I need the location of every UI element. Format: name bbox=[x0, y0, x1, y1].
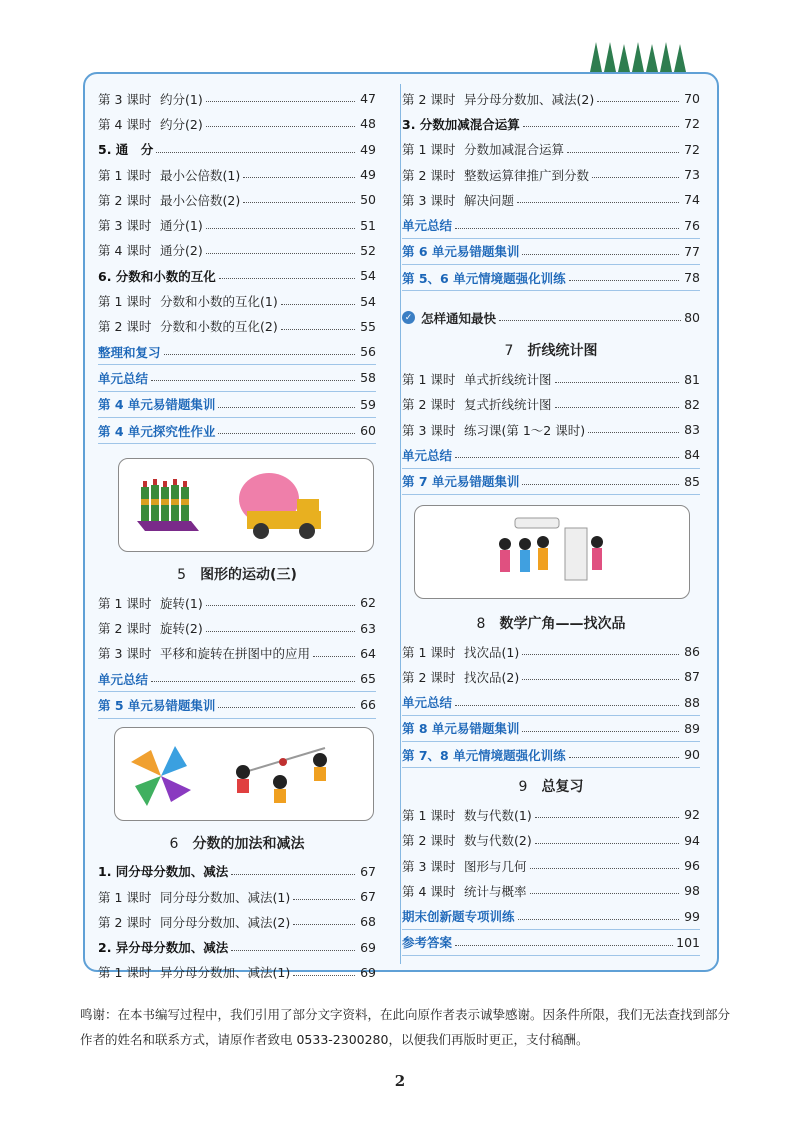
entry-title: 分数加减混合运算 bbox=[464, 142, 565, 158]
toc-lesson-row[interactable] bbox=[402, 162, 700, 187]
entry-page: 69 bbox=[360, 964, 376, 980]
entry-page: 90 bbox=[684, 747, 700, 763]
toc-highlight-row[interactable] bbox=[402, 689, 700, 715]
entry-title: 同分母分数加、减法(1) bbox=[160, 889, 291, 905]
entry-title: 整数运算律推广到分数 bbox=[464, 167, 590, 183]
dot-leader bbox=[588, 432, 679, 433]
entry-title: 2. 异分母分数加、减法 bbox=[98, 940, 229, 956]
entry-page: 60 bbox=[360, 423, 376, 438]
entry-page: 82 bbox=[684, 396, 700, 412]
entry-title: 第 7 单元易错题集训 bbox=[402, 474, 520, 490]
toc-lesson-row[interactable] bbox=[402, 878, 700, 903]
entry-title: 分数和小数的互化(1) bbox=[160, 294, 278, 310]
dot-leader bbox=[455, 457, 679, 458]
toc-lesson-row[interactable] bbox=[98, 162, 376, 187]
tree-decoration-icon bbox=[590, 40, 690, 74]
dot-leader bbox=[535, 843, 679, 844]
toc-highlight-row[interactable] bbox=[402, 930, 700, 956]
toc-lesson-row[interactable] bbox=[98, 238, 376, 263]
toc-lesson-row[interactable] bbox=[402, 187, 700, 212]
dot-leader bbox=[151, 681, 355, 682]
entry-title: 整理和复习 bbox=[98, 344, 161, 360]
toc-highlight-row[interactable] bbox=[402, 239, 700, 265]
entry-page: 81 bbox=[684, 371, 700, 387]
illustration-pinwheel-swing bbox=[114, 727, 374, 821]
dot-leader bbox=[218, 407, 355, 408]
entry-page: 88 bbox=[684, 694, 700, 710]
entry-title: 旋转(2) bbox=[160, 621, 203, 637]
entry-title: 平移和旋转在拼图中的应用 bbox=[160, 646, 311, 662]
entry-page: 55 bbox=[360, 318, 376, 334]
entry-title: 期末创新题专项训练 bbox=[402, 909, 515, 925]
toc-section-row[interactable] bbox=[98, 935, 376, 960]
dot-leader bbox=[243, 202, 355, 203]
toc-section-row[interactable] bbox=[98, 263, 376, 288]
dot-leader bbox=[206, 228, 355, 229]
unit6-title: 分数的加法和减法 bbox=[192, 835, 305, 852]
entry-title: 异分母分数加、减法(2) bbox=[464, 91, 595, 107]
toc-lesson-row[interactable] bbox=[402, 137, 700, 162]
entry-page: 59 bbox=[360, 396, 376, 412]
entry-page: 66 bbox=[360, 697, 376, 713]
toc-lesson-row[interactable] bbox=[98, 288, 376, 313]
dot-leader bbox=[281, 304, 355, 305]
dot-leader bbox=[293, 899, 355, 900]
toc-lesson-row[interactable] bbox=[98, 111, 376, 136]
entry-title: 通分(2) bbox=[160, 243, 203, 259]
unit8-title: 数学广角——找次品 bbox=[499, 615, 626, 632]
entry-page: 98 bbox=[684, 883, 700, 899]
notice-page: 80 bbox=[684, 310, 700, 326]
toc-lesson-row[interactable] bbox=[402, 664, 700, 689]
entry-page: 64 bbox=[360, 645, 376, 661]
lesson-number: 第 1 课时 bbox=[98, 965, 152, 981]
dot-leader bbox=[522, 654, 679, 655]
entry-page: 78 bbox=[684, 270, 700, 286]
entry-title: 约分(2) bbox=[160, 116, 203, 132]
toc-lesson-row[interactable] bbox=[98, 909, 376, 934]
dot-leader bbox=[231, 950, 355, 951]
bottles-truck-image bbox=[119, 459, 359, 551]
entry-title: 第 7、8 单元情境题强化训练 bbox=[402, 747, 566, 763]
entry-title: 数与代数(1) bbox=[464, 807, 532, 823]
unit9-number: 9 bbox=[518, 779, 528, 796]
dot-leader bbox=[518, 919, 679, 920]
illustration-people-air-conditioner bbox=[414, 505, 690, 599]
entry-page: 68 bbox=[360, 914, 376, 930]
toc-lesson-row[interactable] bbox=[402, 828, 700, 853]
toc-highlight-row[interactable] bbox=[98, 339, 376, 365]
toc-lesson-row[interactable] bbox=[402, 392, 700, 417]
dot-leader bbox=[164, 354, 355, 355]
entry-title: 第 5 单元易错题集训 bbox=[98, 697, 216, 713]
entry-title: 练习课(第 1～2 课时) bbox=[464, 422, 586, 438]
entry-title: 6. 分数和小数的互化 bbox=[98, 268, 216, 284]
toc-right-column bbox=[402, 86, 700, 956]
entry-page: 65 bbox=[360, 671, 376, 687]
entry-title: 5. 通 分 bbox=[98, 142, 154, 158]
unit9-title: 总复习 bbox=[541, 779, 584, 796]
entry-title: 第 8 单元易错题集训 bbox=[402, 721, 520, 737]
dot-leader bbox=[535, 817, 679, 818]
dot-leader bbox=[293, 975, 355, 976]
lesson-number: 第 2 课时 bbox=[402, 397, 456, 413]
unit7-title: 折线统计图 bbox=[527, 343, 598, 360]
entry-page: 89 bbox=[684, 720, 700, 736]
lesson-number: 第 4 课时 bbox=[98, 116, 152, 132]
toc-highlight-row[interactable] bbox=[98, 418, 376, 444]
lesson-number: 第 2 课时 bbox=[98, 192, 152, 208]
toc-section-row[interactable] bbox=[98, 137, 376, 162]
toc-highlight-row[interactable] bbox=[402, 442, 700, 468]
toc-lesson-row[interactable] bbox=[402, 639, 700, 664]
dot-leader bbox=[206, 631, 355, 632]
entry-title: 1. 同分母分数加、减法 bbox=[98, 864, 229, 880]
entry-page: 72 bbox=[684, 141, 700, 157]
dot-leader bbox=[455, 228, 679, 229]
check-badge-icon: ✓ bbox=[402, 311, 415, 324]
entry-page: 73 bbox=[684, 167, 700, 183]
dot-leader bbox=[219, 278, 355, 279]
unit5-heading bbox=[98, 560, 376, 590]
entry-page: 72 bbox=[684, 116, 700, 132]
entry-page: 52 bbox=[360, 242, 376, 258]
dot-leader bbox=[151, 380, 355, 381]
entry-page: 56 bbox=[360, 344, 376, 360]
entry-title: 数与代数(2) bbox=[464, 833, 532, 849]
lesson-number: 第 4 课时 bbox=[98, 243, 152, 259]
dot-leader bbox=[455, 705, 679, 706]
toc-section-row[interactable] bbox=[98, 859, 376, 884]
entry-page: 67 bbox=[360, 863, 376, 879]
toc-highlight-row[interactable] bbox=[98, 365, 376, 391]
dot-leader bbox=[517, 202, 679, 203]
entry-title: 异分母分数加、减法(1) bbox=[160, 965, 291, 981]
dot-leader bbox=[281, 329, 355, 330]
dot-leader bbox=[522, 731, 679, 732]
dot-leader bbox=[293, 924, 355, 925]
toc-lesson-row[interactable] bbox=[98, 187, 376, 212]
entry-page: 49 bbox=[360, 167, 376, 183]
entry-page: 70 bbox=[684, 91, 700, 107]
toc-highlight-row[interactable] bbox=[402, 742, 700, 768]
dot-leader bbox=[313, 656, 355, 657]
entry-page: 77 bbox=[684, 243, 700, 259]
toc-lesson-row[interactable] bbox=[402, 86, 700, 111]
entry-title: 图形与几何 bbox=[464, 858, 527, 874]
toc-lesson-row[interactable] bbox=[402, 853, 700, 878]
toc-left-column bbox=[98, 86, 376, 985]
entry-title: 单元总结 bbox=[98, 671, 149, 687]
lesson-number: 第 2 课时 bbox=[98, 319, 152, 335]
lesson-number: 第 2 课时 bbox=[402, 669, 456, 685]
toc-lesson-row[interactable] bbox=[98, 590, 376, 615]
entry-page: 49 bbox=[360, 141, 376, 157]
lesson-number: 第 3 课时 bbox=[402, 858, 456, 874]
entry-page: 83 bbox=[684, 422, 700, 438]
lesson-number: 第 3 课时 bbox=[98, 218, 152, 234]
dot-leader bbox=[569, 757, 679, 758]
toc-highlight-row[interactable] bbox=[402, 469, 700, 495]
entry-title: 参考答案 bbox=[402, 935, 453, 951]
dot-leader bbox=[156, 152, 355, 153]
toc-highlight-row[interactable] bbox=[402, 904, 700, 930]
dot-leader bbox=[555, 407, 679, 408]
entry-title: 第 6 单元易错题集训 bbox=[402, 244, 520, 260]
toc-section-row[interactable] bbox=[402, 111, 700, 136]
entry-page: 69 bbox=[360, 939, 376, 955]
lesson-number: 第 2 课时 bbox=[98, 621, 152, 637]
toc-lesson-row[interactable] bbox=[98, 884, 376, 909]
entry-page: 50 bbox=[360, 192, 376, 208]
entry-page: 76 bbox=[684, 217, 700, 233]
lesson-number: 第 1 课时 bbox=[98, 889, 152, 905]
lesson-number: 第 1 课时 bbox=[98, 294, 152, 310]
entry-title: 3. 分数加减混合运算 bbox=[402, 116, 520, 132]
entry-page: 84 bbox=[684, 447, 700, 463]
dot-leader bbox=[592, 177, 679, 178]
column-divider bbox=[400, 84, 401, 964]
entry-page: 101 bbox=[676, 934, 700, 950]
toc-highlight-row[interactable] bbox=[98, 392, 376, 418]
entry-page: 48 bbox=[360, 116, 376, 132]
dot-leader bbox=[206, 101, 355, 102]
entry-title: 第 4 单元探究性作业 bbox=[98, 423, 216, 439]
entry-title: 通分(1) bbox=[160, 218, 203, 234]
toc-lesson-row[interactable] bbox=[98, 641, 376, 666]
entry-page: 87 bbox=[684, 669, 700, 685]
dot-leader bbox=[218, 433, 355, 434]
entry-title: 复式折线统计图 bbox=[464, 397, 552, 413]
lesson-number: 第 1 课时 bbox=[98, 167, 152, 183]
toc-lesson-row[interactable] bbox=[98, 212, 376, 237]
entry-title: 统计与概率 bbox=[464, 883, 527, 899]
entry-page: 99 bbox=[684, 908, 700, 924]
entry-title: 单元总结 bbox=[402, 218, 453, 234]
entry-title: 分数和小数的互化(2) bbox=[160, 319, 278, 335]
pinwheel-swing-image bbox=[115, 728, 365, 820]
toc-lesson-row[interactable] bbox=[402, 366, 700, 391]
dot-leader bbox=[522, 484, 679, 485]
unit8-heading bbox=[402, 609, 700, 639]
dot-leader bbox=[206, 253, 355, 254]
dot-leader bbox=[530, 893, 679, 894]
toc-lesson-row[interactable] bbox=[98, 314, 376, 339]
entry-title: 旋转(1) bbox=[160, 595, 203, 611]
entry-title: 最小公倍数(1) bbox=[160, 167, 241, 183]
toc-lesson-row[interactable] bbox=[98, 960, 376, 985]
entry-title: 单元总结 bbox=[402, 695, 453, 711]
lesson-number: 第 3 课时 bbox=[402, 192, 456, 208]
dot-leader bbox=[523, 126, 679, 127]
entry-page: 51 bbox=[360, 217, 376, 233]
lesson-number: 第 1 课时 bbox=[402, 644, 456, 660]
dot-leader bbox=[522, 679, 679, 680]
unit9-heading bbox=[402, 772, 700, 802]
dot-leader bbox=[206, 126, 355, 127]
dot-leader bbox=[555, 382, 679, 383]
dot-leader bbox=[569, 280, 679, 281]
entry-title: 第 5、6 单元情境题强化训练 bbox=[402, 270, 566, 286]
toc-lesson-row[interactable] bbox=[98, 615, 376, 640]
unit7-heading bbox=[402, 336, 700, 366]
dot-leader bbox=[218, 707, 355, 708]
dot-leader bbox=[522, 254, 679, 255]
toc-lesson-row[interactable] bbox=[98, 86, 376, 111]
lesson-number: 第 2 课时 bbox=[402, 91, 456, 107]
unit5-number: 5 bbox=[177, 567, 187, 584]
lesson-number: 第 4 课时 bbox=[402, 883, 456, 899]
entry-title: 单元总结 bbox=[98, 370, 149, 386]
toc-highlight-row[interactable] bbox=[98, 692, 376, 718]
entry-title: 第 4 单元易错题集训 bbox=[98, 397, 216, 413]
entry-title: 找次品(2) bbox=[464, 669, 520, 685]
toc-highlight-row[interactable] bbox=[402, 212, 700, 238]
dot-leader bbox=[243, 177, 355, 178]
lesson-number: 第 2 课时 bbox=[402, 833, 456, 849]
entry-page: 86 bbox=[684, 644, 700, 659]
lesson-number: 第 3 课时 bbox=[402, 422, 456, 438]
dot-leader bbox=[455, 945, 673, 946]
lesson-number: 第 2 课时 bbox=[402, 167, 456, 183]
acknowledgement-note: 鸣谢：在本书编写过程中，我们引用了部分文字资料，在此向原作者表示诚挚感谢。因条件所限，我们无法查找到部分作者的姓名和联系方式，请原作者致电 0533-2300280，以便我们再版时更正，支付稿酬。 bbox=[80, 1007, 731, 1047]
unit6-heading bbox=[98, 829, 376, 859]
entry-page: 58 bbox=[360, 370, 376, 386]
toc-highlight-row[interactable] bbox=[402, 265, 700, 291]
entry-title: 约分(1) bbox=[160, 91, 203, 107]
toc-highlight-row[interactable] bbox=[98, 666, 376, 692]
dot-leader bbox=[597, 101, 679, 102]
dot-leader bbox=[231, 874, 355, 875]
entry-page: 74 bbox=[684, 192, 700, 208]
unit5-title: 图形的运动(三) bbox=[200, 567, 297, 584]
entry-page: 47 bbox=[360, 91, 376, 107]
entry-title: 解决问题 bbox=[464, 192, 515, 208]
people-ac-image bbox=[415, 506, 685, 598]
unit7-number: 7 bbox=[504, 343, 514, 360]
lesson-number: 第 2 课时 bbox=[98, 914, 152, 930]
lesson-number: 第 1 课时 bbox=[402, 142, 456, 158]
entry-page: 62 bbox=[360, 595, 376, 611]
entry-page: 54 bbox=[360, 268, 376, 284]
toc-lesson-row[interactable] bbox=[402, 417, 700, 442]
dot-leader bbox=[530, 868, 679, 869]
entry-title: 单元总结 bbox=[402, 447, 453, 463]
entry-page: 96 bbox=[684, 858, 700, 874]
lesson-number: 第 3 课时 bbox=[98, 646, 152, 662]
entry-title: 最小公倍数(2) bbox=[160, 192, 241, 208]
dot-leader bbox=[567, 152, 679, 153]
lesson-number: 第 3 课时 bbox=[98, 91, 152, 107]
toc-highlight-row[interactable] bbox=[402, 716, 700, 742]
page-number: 2 bbox=[394, 1072, 406, 1090]
notice-row[interactable] bbox=[402, 305, 700, 330]
illustration-bottles-truck bbox=[118, 458, 374, 552]
entry-page: 85 bbox=[684, 473, 700, 489]
dot-leader bbox=[499, 320, 681, 321]
entry-title: 单式折线统计图 bbox=[464, 372, 552, 388]
entry-page: 92 bbox=[684, 807, 700, 823]
lesson-number: 第 1 课时 bbox=[98, 595, 152, 611]
toc-lesson-row[interactable] bbox=[402, 802, 700, 827]
notice-title: 怎样通知最快 bbox=[421, 310, 497, 326]
entry-page: 63 bbox=[360, 620, 376, 636]
entry-title: 同分母分数加、减法(2) bbox=[160, 914, 291, 930]
entry-page: 54 bbox=[360, 293, 376, 309]
lesson-number: 第 1 课时 bbox=[402, 372, 456, 388]
entry-title: 找次品(1) bbox=[464, 644, 520, 660]
unit6-number: 6 bbox=[169, 835, 179, 852]
entry-page: 94 bbox=[684, 832, 700, 848]
unit8-number: 8 bbox=[476, 615, 486, 632]
dot-leader bbox=[206, 605, 355, 606]
lesson-number: 第 1 课时 bbox=[402, 807, 456, 823]
entry-page: 67 bbox=[360, 889, 376, 905]
